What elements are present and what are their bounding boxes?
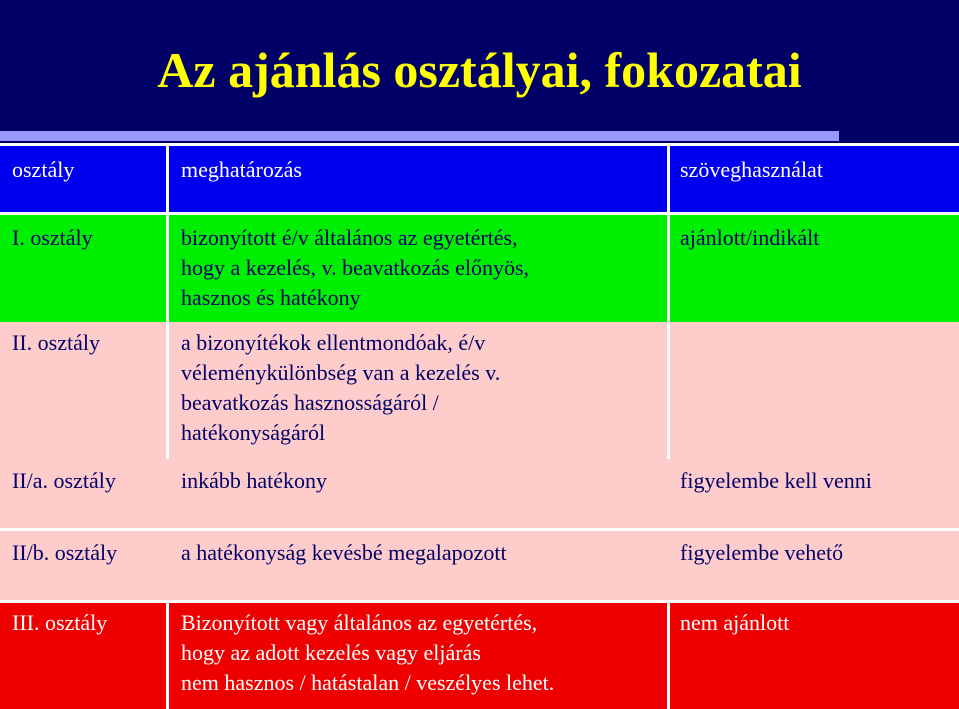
- column-divider: [667, 600, 670, 709]
- cell-definition: a bizonyítékok ellentmondóak, é/v véleménykülönbség van a kezelés v. beavatkozás hasznosságáról / hatékonyságáról: [181, 330, 501, 445]
- cell-usage: ajánlott/indikált: [680, 225, 820, 250]
- cell-class: II/a. osztály: [12, 468, 116, 493]
- column-divider: [166, 528, 169, 531]
- cell-definition: Bizonyított vagy általános az egyetértés, hogy az adott kezelés vagy eljárás nem hasznos / hatástalan / veszélyes lehet.: [181, 610, 555, 695]
- cell-usage: nem ajánlott: [680, 610, 790, 635]
- header-usage: szöveghasználat: [680, 157, 823, 182]
- cell-definition: a hatékonyság kevésbé megalapozott: [181, 540, 507, 565]
- header-definition: meghatározás: [181, 157, 302, 182]
- column-divider: [667, 143, 670, 459]
- column-divider: [166, 600, 169, 709]
- slide-title: Az ajánlás osztályai, fokozatai: [157, 42, 802, 98]
- cell-definition: bizonyított é/v általános az egyetértés, hogy a kezelés, v. beavatkozás előnyös, hasznos és hatékony: [181, 225, 530, 310]
- row-divider: [0, 212, 959, 215]
- cell-class: III. osztály: [12, 610, 108, 635]
- row-divider: [0, 528, 959, 531]
- title-underline: [0, 131, 839, 141]
- cell-class: II/b. osztály: [12, 540, 118, 565]
- cell-class: I. osztály: [12, 225, 93, 250]
- cell-class: II. osztály: [12, 330, 100, 355]
- header-class: osztály: [12, 157, 75, 182]
- cell-definition: inkább hatékony: [181, 468, 328, 493]
- row-divider: [0, 143, 959, 146]
- cell-usage: figyelembe vehető: [680, 540, 844, 565]
- cell-usage: figyelembe kell venni: [680, 468, 872, 493]
- column-divider: [166, 143, 169, 459]
- row-divider: [0, 600, 959, 603]
